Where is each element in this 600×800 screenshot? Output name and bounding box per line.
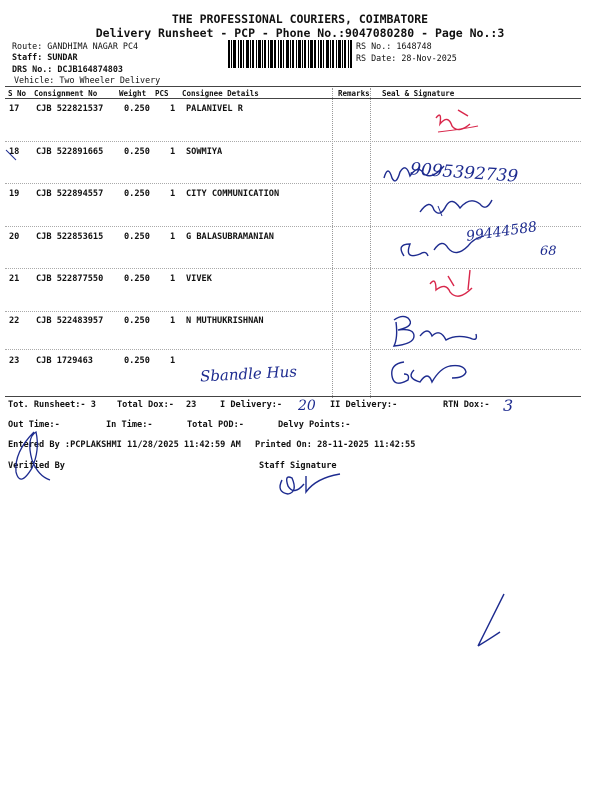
route-label: Route: GANDHIMA NAGAR PC4 bbox=[12, 41, 139, 51]
row-22-consignee: N MUTHUKRISHNAN bbox=[186, 316, 264, 326]
verified-by: Verified By bbox=[8, 461, 65, 471]
row-18-pcs: 1 bbox=[170, 147, 176, 157]
row-23-consignment: CJB 1729463 bbox=[36, 356, 93, 366]
blue-signature-scribble bbox=[16, 432, 50, 480]
col-consignment: Consignment No bbox=[34, 89, 98, 98]
red-signature-scribble bbox=[430, 270, 472, 296]
total-pod: Total POD:- bbox=[187, 420, 244, 430]
handwritten-consignee-23: Sbandle Hus bbox=[199, 362, 298, 386]
blue-signature-scribble bbox=[394, 316, 476, 346]
rs-date: RS Date: 28-Nov-2025 bbox=[356, 53, 457, 63]
row-22-weight: 0.250 bbox=[124, 316, 150, 326]
row-17-consignment: CJB 522821537 bbox=[36, 104, 104, 114]
handwritten-rtn-dox: 3 bbox=[503, 396, 514, 415]
col-consignee: Consignee Details bbox=[182, 89, 259, 98]
handwritten-phone-2: 99444588 bbox=[465, 219, 539, 245]
blue-signature-scribble bbox=[392, 362, 466, 383]
out-time: Out Time:- bbox=[8, 420, 60, 430]
row-23-sno: 23 bbox=[9, 356, 20, 366]
handwritten-i-delivery: 20 bbox=[298, 398, 316, 414]
col-remarks: Remarks bbox=[338, 89, 370, 98]
blue-signature-scribble bbox=[280, 474, 340, 494]
row-21-weight: 0.250 bbox=[124, 274, 150, 284]
rs-number: RS No.: 1648748 bbox=[356, 41, 432, 51]
blue-signature-scribble bbox=[438, 206, 442, 216]
i-delivery-label: I Delivery:- bbox=[220, 400, 283, 410]
col-weight: Weight bbox=[119, 89, 147, 98]
row-20-weight: 0.250 bbox=[124, 232, 150, 242]
row-22-consignment: CJB 522483957 bbox=[36, 316, 104, 326]
row-17-consignee: PALANIVEL R bbox=[186, 104, 243, 114]
row-20-consignment: CJB 522853615 bbox=[36, 232, 104, 242]
row-21-consignee: VIVEK bbox=[186, 274, 212, 284]
row-17-pcs: 1 bbox=[170, 104, 176, 114]
row-19-consignment: CJB 522894557 bbox=[36, 189, 104, 199]
row-20-pcs: 1 bbox=[170, 232, 176, 242]
row-18-consignee: SOWMIYA bbox=[186, 147, 223, 157]
row-18-sno: 18 bbox=[9, 147, 20, 157]
tot-runsheet: Tot. Runsheet:- 3 bbox=[8, 400, 96, 410]
row-22-pcs: 1 bbox=[170, 316, 176, 326]
row-19-consignee: CITY COMMUNICATION bbox=[186, 189, 280, 199]
pen-mark bbox=[478, 594, 504, 646]
handwritten-phone-1: 9095392739 bbox=[409, 159, 519, 187]
row-19-weight: 0.250 bbox=[124, 189, 150, 199]
tick-mark bbox=[6, 150, 16, 160]
row-19-pcs: 1 bbox=[170, 189, 176, 199]
drs-number: DRS No.: DCJB164874803 bbox=[12, 64, 123, 74]
entered-by: Entered By :PCPLAKSHMI 11/28/2025 11:42:59 AM bbox=[8, 440, 241, 450]
row-22-sno: 22 bbox=[9, 316, 20, 326]
col-sno: S No bbox=[8, 89, 27, 98]
staff-signature-label: Staff Signature bbox=[259, 461, 337, 471]
vehicle-label: Vehicle: Two Wheeler Delivery bbox=[14, 75, 161, 85]
handwritten-phone-2-suffix: 68 bbox=[540, 244, 557, 259]
row-17-weight: 0.250 bbox=[124, 104, 150, 114]
col-pcs: PCS bbox=[155, 89, 169, 98]
rtn-dox-label: RTN Dox:- bbox=[443, 400, 490, 410]
row-17-sno: 17 bbox=[9, 104, 20, 114]
blue-signature-scribble bbox=[420, 200, 492, 213]
row-23-weight: 0.250 bbox=[124, 356, 150, 366]
row-23-pcs: 1 bbox=[170, 356, 176, 366]
red-signature-scribble bbox=[438, 126, 478, 132]
in-time: In Time:- bbox=[106, 420, 153, 430]
row-18-consignment: CJB 522891665 bbox=[36, 147, 104, 157]
total-dox-value: 23 bbox=[186, 400, 197, 410]
red-signature-scribble bbox=[436, 110, 470, 130]
row-19-sno: 19 bbox=[9, 189, 20, 199]
row-18-weight: 0.250 bbox=[124, 147, 150, 157]
row-21-pcs: 1 bbox=[170, 274, 176, 284]
row-20-consignee: G BALASUBRAMANIAN bbox=[186, 232, 274, 242]
company-title: THE PROFESSIONAL COURIERS, COIMBATORE bbox=[171, 12, 429, 26]
ii-delivery-label: II Delivery:- bbox=[330, 400, 398, 410]
row-21-consignment: CJB 522877550 bbox=[36, 274, 104, 284]
runsheet-subtitle: Delivery Runsheet - PCP - Phone No.:9047080280 - Page No.:3 bbox=[95, 26, 505, 40]
total-dox-label: Total Dox:- bbox=[117, 400, 174, 410]
row-20-sno: 20 bbox=[9, 232, 20, 242]
col-seal-signature: Seal & Signature bbox=[382, 89, 455, 98]
staff-label: Staff: SUNDAR bbox=[12, 52, 78, 62]
row-21-sno: 21 bbox=[9, 274, 20, 284]
delvy-points: Delvy Points:- bbox=[278, 420, 351, 430]
printed-on: Printed On: 28-11-2025 11:42:55 bbox=[255, 440, 416, 450]
